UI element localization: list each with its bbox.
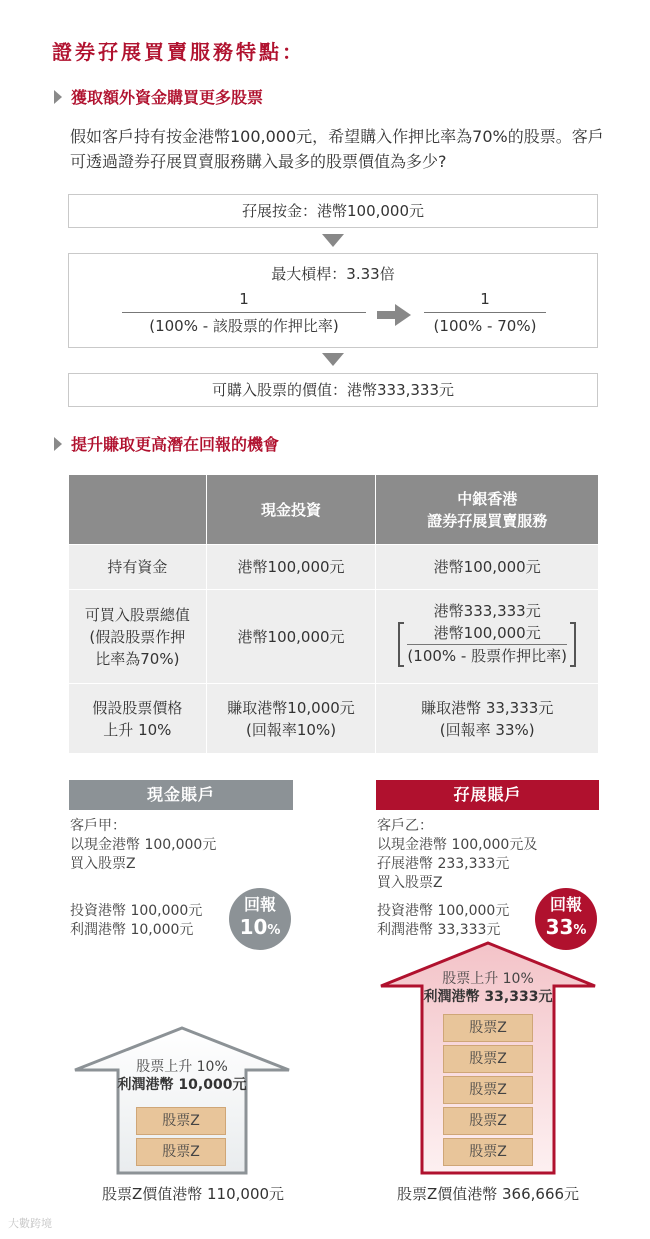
right-bracket [570,622,576,667]
row-label [69,590,207,684]
stock-box: 股票Z [443,1138,533,1166]
stock-box: 股票Z [443,1045,533,1073]
client-line: 孖展港幣 233,333元 [377,856,510,872]
badge-percent: % [573,923,587,938]
row-margin-value [376,590,599,684]
fraction-left-denominator: (100% - 該股票的作押比率) [149,317,339,335]
margin-account-client [377,817,537,893]
cash-return-badge [229,888,291,950]
down-arrow-icon [322,353,344,366]
client-line: 買入股票Z [377,875,443,891]
row-margin-value: 港幣100,000元 [376,545,599,590]
cash-return: (回報率10%) [246,720,337,739]
margin-arrow-label [408,970,568,1006]
margin-profit: 賺取港幣 33,333元 [421,698,554,717]
table-header-margin-line1: 中銀香港 [457,489,518,508]
triangle-bullet-icon [54,437,62,451]
client-line: 以現金港幣 100,000元及 [377,837,538,853]
cash-account-header: 現金賬戶 [69,780,293,810]
bracket-numerator: 港幣100,000元 [433,624,541,642]
intro-paragraph: 假如客戶持有按金港幣100,000元，希望購入作押比率為70%的股票。客戶可透過證券孖展買賣服務購入最多的股票價值為多少? [70,127,604,171]
bracket-content [404,622,570,667]
table-row [69,545,599,590]
fraction-left-line [122,312,366,313]
table-header-empty [69,475,207,545]
bracket-fraction [398,622,576,667]
arrow-profit-line: 利潤港幣 10,000元 [117,1077,247,1093]
badge-number: 10 [239,915,268,939]
stock-box: 股票Z [443,1014,533,1042]
table-header-row [69,475,599,545]
table-row [69,590,599,684]
invest-line: 投資港幣 100,000元 [70,903,203,919]
section-heading-higher-return [54,432,279,455]
client-line: 客戶乙： [377,818,433,834]
stock-box: 股票Z [443,1076,533,1104]
cash-account-client [70,817,216,874]
cash-account-invest [70,902,202,940]
cash-profit: 賺取港幣10,000元 [227,698,355,717]
row-cash-value: 港幣100,000元 [206,545,376,590]
table-header-cash: 現金投資 [206,475,376,545]
comparison-table [68,474,599,754]
row-cash-value [206,684,376,754]
badge-value [229,915,291,943]
client-line: 客戶甲： [70,818,126,834]
fraction-right-denominator: (100% - 70%) [433,317,537,335]
row-label [69,684,207,754]
table-header-margin [376,475,599,545]
arrow-label-line: 股票上升 10% [136,1059,228,1075]
fraction-right-numerator: 1 [480,290,490,308]
result-box: 可購入股票的價值：港幣333,333元 [68,373,598,407]
badge-percent: % [267,923,281,938]
margin-deposit-box: 孖展按金：港幣100,000元 [68,194,598,228]
page-title: 證券孖展買賣服務特點： [52,40,305,64]
arrow-label-line: 股票上升 10% [442,971,534,987]
fraction-left-numerator: 1 [239,290,249,308]
margin-account-invest [377,902,509,940]
margin-return: (回報率 33%) [439,720,535,739]
profit-line: 利潤港幣 33,333元 [377,922,501,938]
fraction-right [424,288,546,337]
row-margin-value [376,684,599,754]
fraction-left [122,288,366,337]
down-arrow-icon [322,234,344,247]
badge-label: 回報 [549,895,582,914]
bracket-denominator: (100% - 股票作押比率) [407,647,567,665]
stock-box: 股票Z [443,1107,533,1135]
table-header-margin-line2: 證券孖展買賣服務 [427,511,548,530]
right-arrow-icon [377,304,411,326]
fraction-right-line [424,312,546,313]
badge-label: 回報 [243,895,276,914]
triangle-bullet-icon [54,90,62,104]
section-heading-text: 獲取額外資金購買更多股票 [71,88,264,107]
cash-total-value: 股票Z價值港幣 110,000元 [101,1185,285,1203]
badge-number: 33 [545,915,574,939]
row-label-line: 假設股票價格 [92,698,183,717]
client-line: 買入股票Z [70,856,136,872]
badge-value [535,915,597,943]
watermark-text: 大數跨境 [8,1217,52,1230]
stock-box: 股票Z [136,1138,226,1166]
row-label: 持有資金 [69,545,207,590]
row-label-line: (假設股票作押 [89,627,186,646]
margin-total-value: 港幣333,333元 [433,602,541,620]
margin-account-header: 孖展賬戶 [376,780,599,810]
stock-box: 股票Z [136,1107,226,1135]
table-row [69,684,599,754]
section-heading-extra-funds [54,85,263,108]
row-label-line: 上升 10% [103,720,172,739]
arrow-profit-line: 利潤港幣 33,333元 [423,989,553,1005]
row-label-line: 比率為70%) [95,649,180,668]
leverage-title: 最大槓桿：3.33倍 [271,265,395,283]
client-line: 以現金港幣 100,000元 [70,837,217,853]
invest-line: 投資港幣 100,000元 [377,903,510,919]
row-cash-value: 港幣100,000元 [206,590,376,684]
cash-arrow-label [102,1058,262,1094]
margin-total-value: 股票Z價值港幣 366,666元 [396,1185,580,1203]
row-label-line: 可買入股票總值 [84,605,190,624]
section-heading-text: 提升賺取更高潛在回報的機會 [71,435,280,454]
profit-line: 利潤港幣 10,000元 [70,922,194,938]
